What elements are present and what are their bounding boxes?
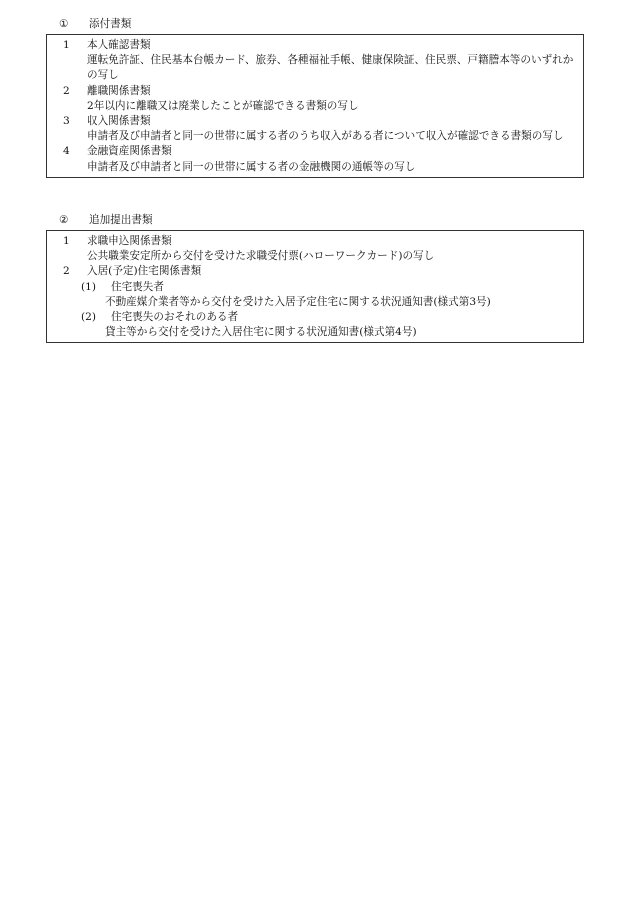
section-number: ①	[59, 18, 69, 30]
section-number: ②	[59, 214, 69, 226]
item-title: 求職申込関係書類	[87, 235, 172, 247]
section-title-text: 添付書類	[89, 18, 132, 30]
list-item	[55, 114, 577, 144]
sub-item-number: (1)	[81, 280, 97, 293]
sub-item	[55, 310, 577, 340]
item-body: 申請者及び申請者と同一の世帯に属する者のうち収入がある者について収入が確認できる書類の写し	[87, 130, 564, 143]
section-title	[46, 14, 584, 34]
list-item	[55, 234, 577, 264]
item-title: 本人確認書類	[87, 39, 151, 51]
section-title	[46, 210, 584, 230]
section-title-text: 追加提出書類	[89, 214, 153, 226]
sub-item-number: (2)	[81, 311, 97, 324]
section-box	[46, 34, 584, 178]
item-title: 金融資産関係書類	[87, 145, 172, 158]
item-body: 申請者及び申請者と同一の世帯に属する者の金融機関の通帳等の写し	[87, 160, 416, 173]
sub-item	[55, 280, 577, 310]
sub-item-title: 住宅喪失のおそれのある者	[111, 311, 239, 324]
sub-item-body: 不動産媒介業者等から交付を受けた入居予定住宅に関する状況通知書(様式第3号)	[105, 295, 491, 308]
item-number: 3	[63, 115, 70, 128]
item-body: 公共職業安定所から交付を受けた求職受付票(ハローワークカード)の写し	[87, 250, 435, 263]
item-number: 1	[63, 235, 70, 247]
item-body: 2年以内に離職又は廃業したことが確認できる書類の写し	[87, 99, 359, 112]
list-item	[55, 84, 577, 114]
item-title: 収入関係書類	[87, 115, 151, 128]
list-item	[55, 38, 577, 84]
item-number: 4	[63, 145, 70, 158]
sub-item-title: 住宅喪失者	[111, 280, 164, 293]
section-box	[46, 230, 584, 343]
item-number: 1	[63, 39, 70, 51]
list-item	[55, 264, 577, 340]
item-title: 入居(予定)住宅関係書類	[87, 265, 202, 278]
item-number: 2	[63, 84, 70, 97]
item-body: 運転免許証、住民基本台帳カード、旅券、各種福祉手帳、健康保険証、住民票、戸籍謄本等のいずれかの写し	[87, 54, 574, 82]
section-additional-documents	[46, 210, 584, 343]
item-number: 2	[63, 265, 70, 278]
item-title: 離職関係書類	[87, 84, 151, 97]
sub-item-body: 貸主等から交付を受けた入居住宅に関する状況通知書(様式第4号)	[105, 326, 417, 339]
section-attached-documents	[46, 14, 584, 178]
list-item	[55, 144, 577, 174]
